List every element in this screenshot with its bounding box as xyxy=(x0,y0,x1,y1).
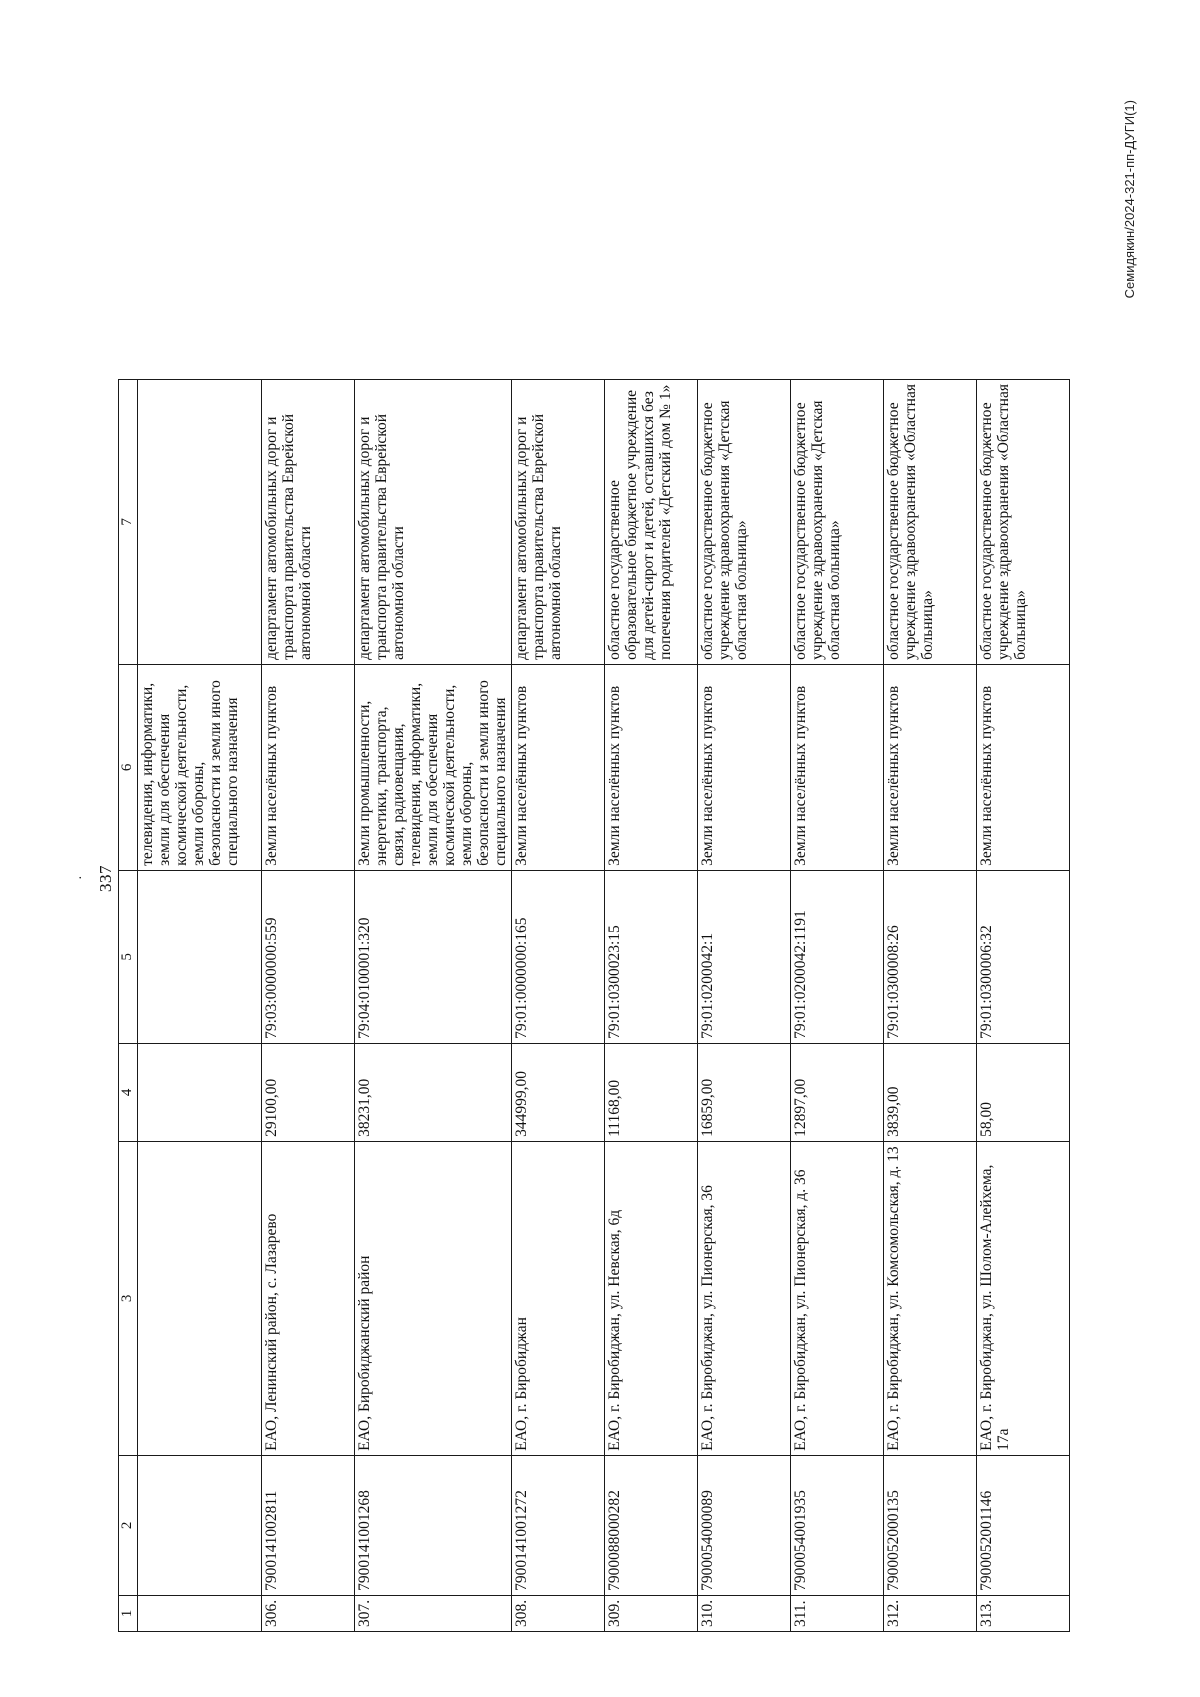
area-cell: 29100,00 xyxy=(262,1043,355,1141)
cadastral-number-cell: 79:01:0000000:165 xyxy=(512,870,605,1043)
row-number-cell: 308. xyxy=(512,1595,605,1631)
rights-holder-cell: департамент автомобильных дорог и транспорта правительства Еврейской автономной области xyxy=(262,379,355,664)
land-category-cell: Земли населённых пунктов xyxy=(884,664,977,870)
column-header: 7 xyxy=(119,379,138,664)
table-row xyxy=(791,379,884,1631)
table-cell xyxy=(138,1455,262,1595)
rights-holder-cell: областное государственное бюджетное учреждение здравоохранения «Детская областная больница» xyxy=(698,379,791,664)
registry-code-cell: 7900141001268 xyxy=(355,1455,512,1595)
column-header: 1 xyxy=(119,1595,138,1631)
table-row xyxy=(512,379,605,1631)
area-cell: 3839,00 xyxy=(884,1043,977,1141)
land-category-cell: Земли промышленности, энергетики, транспорта, связи, радиовещания, телевидения, информатики, земли для обеспечения космической деятельности, земли обороны, безопасности и земли иного специального назначения xyxy=(355,664,512,870)
address-cell: ЕАО, г. Биробиджан, ул. Невская, 6д xyxy=(605,1141,698,1455)
area-cell: 58,00 xyxy=(977,1043,1070,1141)
registry-code-cell: 7900052000135 xyxy=(884,1455,977,1595)
continuation-row xyxy=(138,379,262,1631)
land-category-cell: телевидения, информатики, земли для обеспечения космической деятельности, земли обороны, безопасности и земли иного специального назначения xyxy=(138,664,262,870)
address-cell: ЕАО, г. Биробиджан, ул. Пионерская, 36 xyxy=(698,1141,791,1455)
row-number-cell: 307. xyxy=(355,1595,512,1631)
row-number-cell: 306. xyxy=(262,1595,355,1631)
rights-holder-cell: департамент автомобильных дорог и транспорта правительства Еврейской автономной области xyxy=(512,379,605,664)
cadastral-number-cell: 79:01:0200042:1 xyxy=(698,870,791,1043)
land-category-cell: Земли населённых пунктов xyxy=(605,664,698,870)
column-header: 6 xyxy=(119,664,138,870)
land-category-cell: Земли населённых пунктов xyxy=(791,664,884,870)
cadastral-number-cell: 79:01:0300023:15 xyxy=(605,870,698,1043)
row-number-cell: 313. xyxy=(977,1595,1070,1631)
land-category-cell: Земли населённых пунктов xyxy=(262,664,355,870)
rights-holder-cell: областное государственное бюджетное учреждение здравоохранения «Областная больница» xyxy=(977,379,1070,664)
cadastral-number-cell: 79:01:0300006:32 xyxy=(977,870,1070,1043)
cadastral-number-cell: 79:01:0200042:1191 xyxy=(791,870,884,1043)
registry-code-cell: 7900141001272 xyxy=(512,1455,605,1595)
address-cell: ЕАО, г. Биробиджан, ул. Шолом-Алейхема, 17а xyxy=(977,1141,1070,1455)
row-number-cell: 310. xyxy=(698,1595,791,1631)
registry-code-cell: 7900054000089 xyxy=(698,1455,791,1595)
page-number-text: 337 xyxy=(96,865,115,892)
table-cell xyxy=(138,1595,262,1631)
address-cell: ЕАО, г. Биробиджан, ул. Комсомольская, д. 13 xyxy=(884,1141,977,1455)
rights-holder-cell: областное государственное бюджетное учреждение здравоохранения «Областная больница» xyxy=(884,379,977,664)
rights-holder-cell: областное государственное бюджетное учреждение здравоохранения «Детская областная больница» xyxy=(791,379,884,664)
table-row xyxy=(977,379,1070,1631)
document-footer: Семидякин/2024-321-пп-ДУГИ(1) xyxy=(1122,100,1137,299)
table-body xyxy=(119,379,1070,1631)
page-number xyxy=(74,865,116,892)
registry-code-cell: 7900088000282 xyxy=(605,1455,698,1595)
column-header: 4 xyxy=(119,1043,138,1141)
row-number-cell: 312. xyxy=(884,1595,977,1631)
cadastral-number-cell: 79:01:0300008:26 xyxy=(884,870,977,1043)
address-cell: ЕАО, г. Биробиджан, ул. Пионерская, д. 36 xyxy=(791,1141,884,1455)
scan-mark: · xyxy=(74,874,89,880)
property-register-table xyxy=(118,379,1070,1632)
address-cell: ЕАО, Ленинский район, с. Лазарево xyxy=(262,1141,355,1455)
column-header: 2 xyxy=(119,1455,138,1595)
table-row xyxy=(355,379,512,1631)
column-header: 3 xyxy=(119,1141,138,1455)
table-cell xyxy=(138,870,262,1043)
area-cell: 38231,00 xyxy=(355,1043,512,1141)
cadastral-number-cell: 79:04:0100001:320 xyxy=(355,870,512,1043)
area-cell: 11168,00 xyxy=(605,1043,698,1141)
header-row xyxy=(119,379,138,1631)
cadastral-number-cell: 79:03:0000000:559 xyxy=(262,870,355,1043)
table-cell xyxy=(138,1043,262,1141)
table-cell xyxy=(138,379,262,664)
address-cell: ЕАО, г. Биробиджан xyxy=(512,1141,605,1455)
address-cell: ЕАО, Биробиджанский район xyxy=(355,1141,512,1455)
rights-holder-cell: департамент автомобильных дорог и транспорта правительства Еврейской автономной области xyxy=(355,379,512,664)
rotated-page xyxy=(74,60,1162,1660)
table-cell xyxy=(138,1141,262,1455)
row-number-cell: 309. xyxy=(605,1595,698,1631)
registry-code-cell: 7900052001146 xyxy=(977,1455,1070,1595)
table-row xyxy=(884,379,977,1631)
area-cell: 12897,00 xyxy=(791,1043,884,1141)
row-number-cell: 311. xyxy=(791,1595,884,1631)
table-row xyxy=(262,379,355,1631)
column-header: 5 xyxy=(119,870,138,1043)
table-row xyxy=(698,379,791,1631)
area-cell: 16859,00 xyxy=(698,1043,791,1141)
registry-code-cell: 7900141002811 xyxy=(262,1455,355,1595)
area-cell: 344999,00 xyxy=(512,1043,605,1141)
land-category-cell: Земли населённых пунктов xyxy=(512,664,605,870)
land-category-cell: Земли населённых пунктов xyxy=(698,664,791,870)
table-row xyxy=(605,379,698,1631)
land-category-cell: Земли населённых пунктов xyxy=(977,664,1070,870)
registry-code-cell: 7900054001935 xyxy=(791,1455,884,1595)
rights-holder-cell: областное государственное образовательное бюджетное учреждение для детей-сирот и детей, оставшихся без попечения родителей «Детский дом № 1» xyxy=(605,379,698,664)
